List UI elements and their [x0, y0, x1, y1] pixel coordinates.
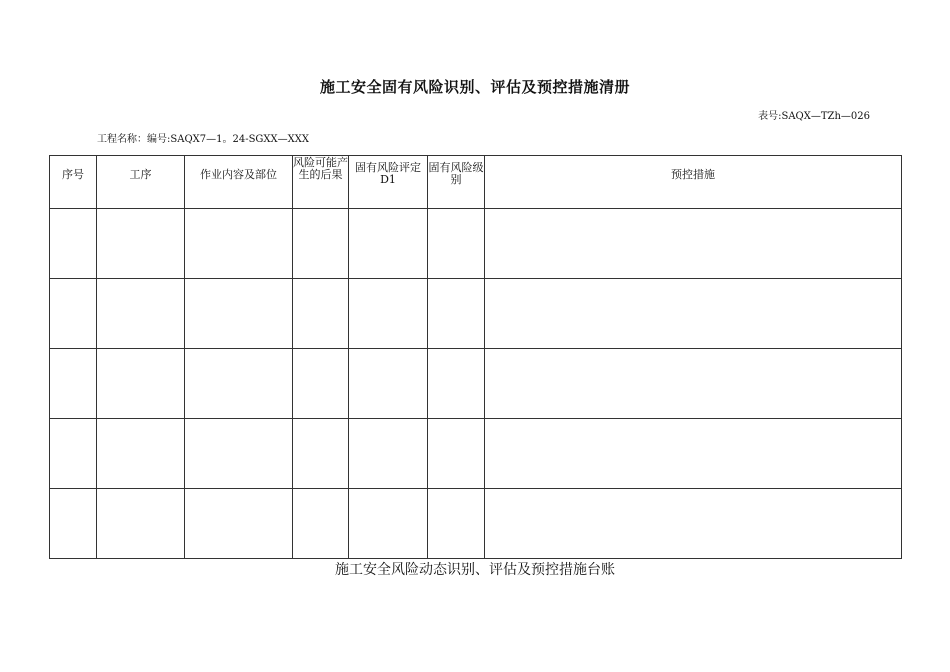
table-cell[interactable]: [485, 419, 902, 489]
table-cell[interactable]: [428, 349, 485, 419]
page-title: 施工安全固有风险识别、评估及预控措施清册: [319, 78, 630, 96]
header-possible-consequence: 风险可能产生的后果: [293, 156, 349, 209]
table-cell[interactable]: [293, 349, 349, 419]
table-cell[interactable]: [428, 209, 485, 279]
table-cell[interactable]: [293, 489, 349, 559]
project-name-line: 工程名称：编号:SAQX7—1。24-SGXX—XXX: [97, 134, 310, 145]
form-code: 表号:SAQX—TZh—026: [758, 111, 870, 122]
table-cell[interactable]: [185, 349, 293, 419]
table-header-row: [50, 156, 902, 209]
header-preventive-measures: 预控措施: [485, 156, 902, 209]
table-cell[interactable]: [349, 279, 428, 349]
table-cell[interactable]: [185, 489, 293, 559]
table-cell[interactable]: [485, 279, 902, 349]
table-cell[interactable]: [485, 349, 902, 419]
table-row: [50, 279, 902, 349]
risk-register-table: [49, 155, 902, 559]
table-cell[interactable]: [349, 419, 428, 489]
table-cell[interactable]: [428, 419, 485, 489]
header-seq: 序号: [50, 156, 97, 209]
table-row: [50, 349, 902, 419]
table-cell[interactable]: [293, 419, 349, 489]
table-cell[interactable]: [293, 279, 349, 349]
header-work-content: 作业内容及部位: [185, 156, 293, 209]
table-cell[interactable]: [349, 209, 428, 279]
table-cell[interactable]: [97, 349, 185, 419]
table-cell[interactable]: [97, 209, 185, 279]
table-cell[interactable]: [185, 419, 293, 489]
table-cell[interactable]: [50, 209, 97, 279]
table-cell[interactable]: [349, 349, 428, 419]
table-cell[interactable]: [349, 489, 428, 559]
table-cell[interactable]: [50, 279, 97, 349]
table-cell[interactable]: [50, 419, 97, 489]
header-process: 工序: [97, 156, 185, 209]
table-row: [50, 419, 902, 489]
table-cell[interactable]: [97, 489, 185, 559]
table-cell[interactable]: [185, 209, 293, 279]
table-cell[interactable]: [97, 279, 185, 349]
table-cell[interactable]: [293, 209, 349, 279]
table-cell[interactable]: [185, 279, 293, 349]
table-cell[interactable]: [428, 279, 485, 349]
footer-title: 施工安全风险动态识别、评估及预控措施台账: [335, 562, 615, 578]
table-cell[interactable]: [50, 489, 97, 559]
table-cell[interactable]: [485, 489, 902, 559]
header-inherent-risk-level: 固有风险级别: [428, 156, 485, 209]
table-row: [50, 489, 902, 559]
table-cell[interactable]: [50, 349, 97, 419]
table-cell[interactable]: [485, 209, 902, 279]
table-row: [50, 209, 902, 279]
header-inherent-risk-rating: 固有风险评定D1: [349, 156, 428, 209]
table-cell[interactable]: [428, 489, 485, 559]
table-cell[interactable]: [97, 419, 185, 489]
